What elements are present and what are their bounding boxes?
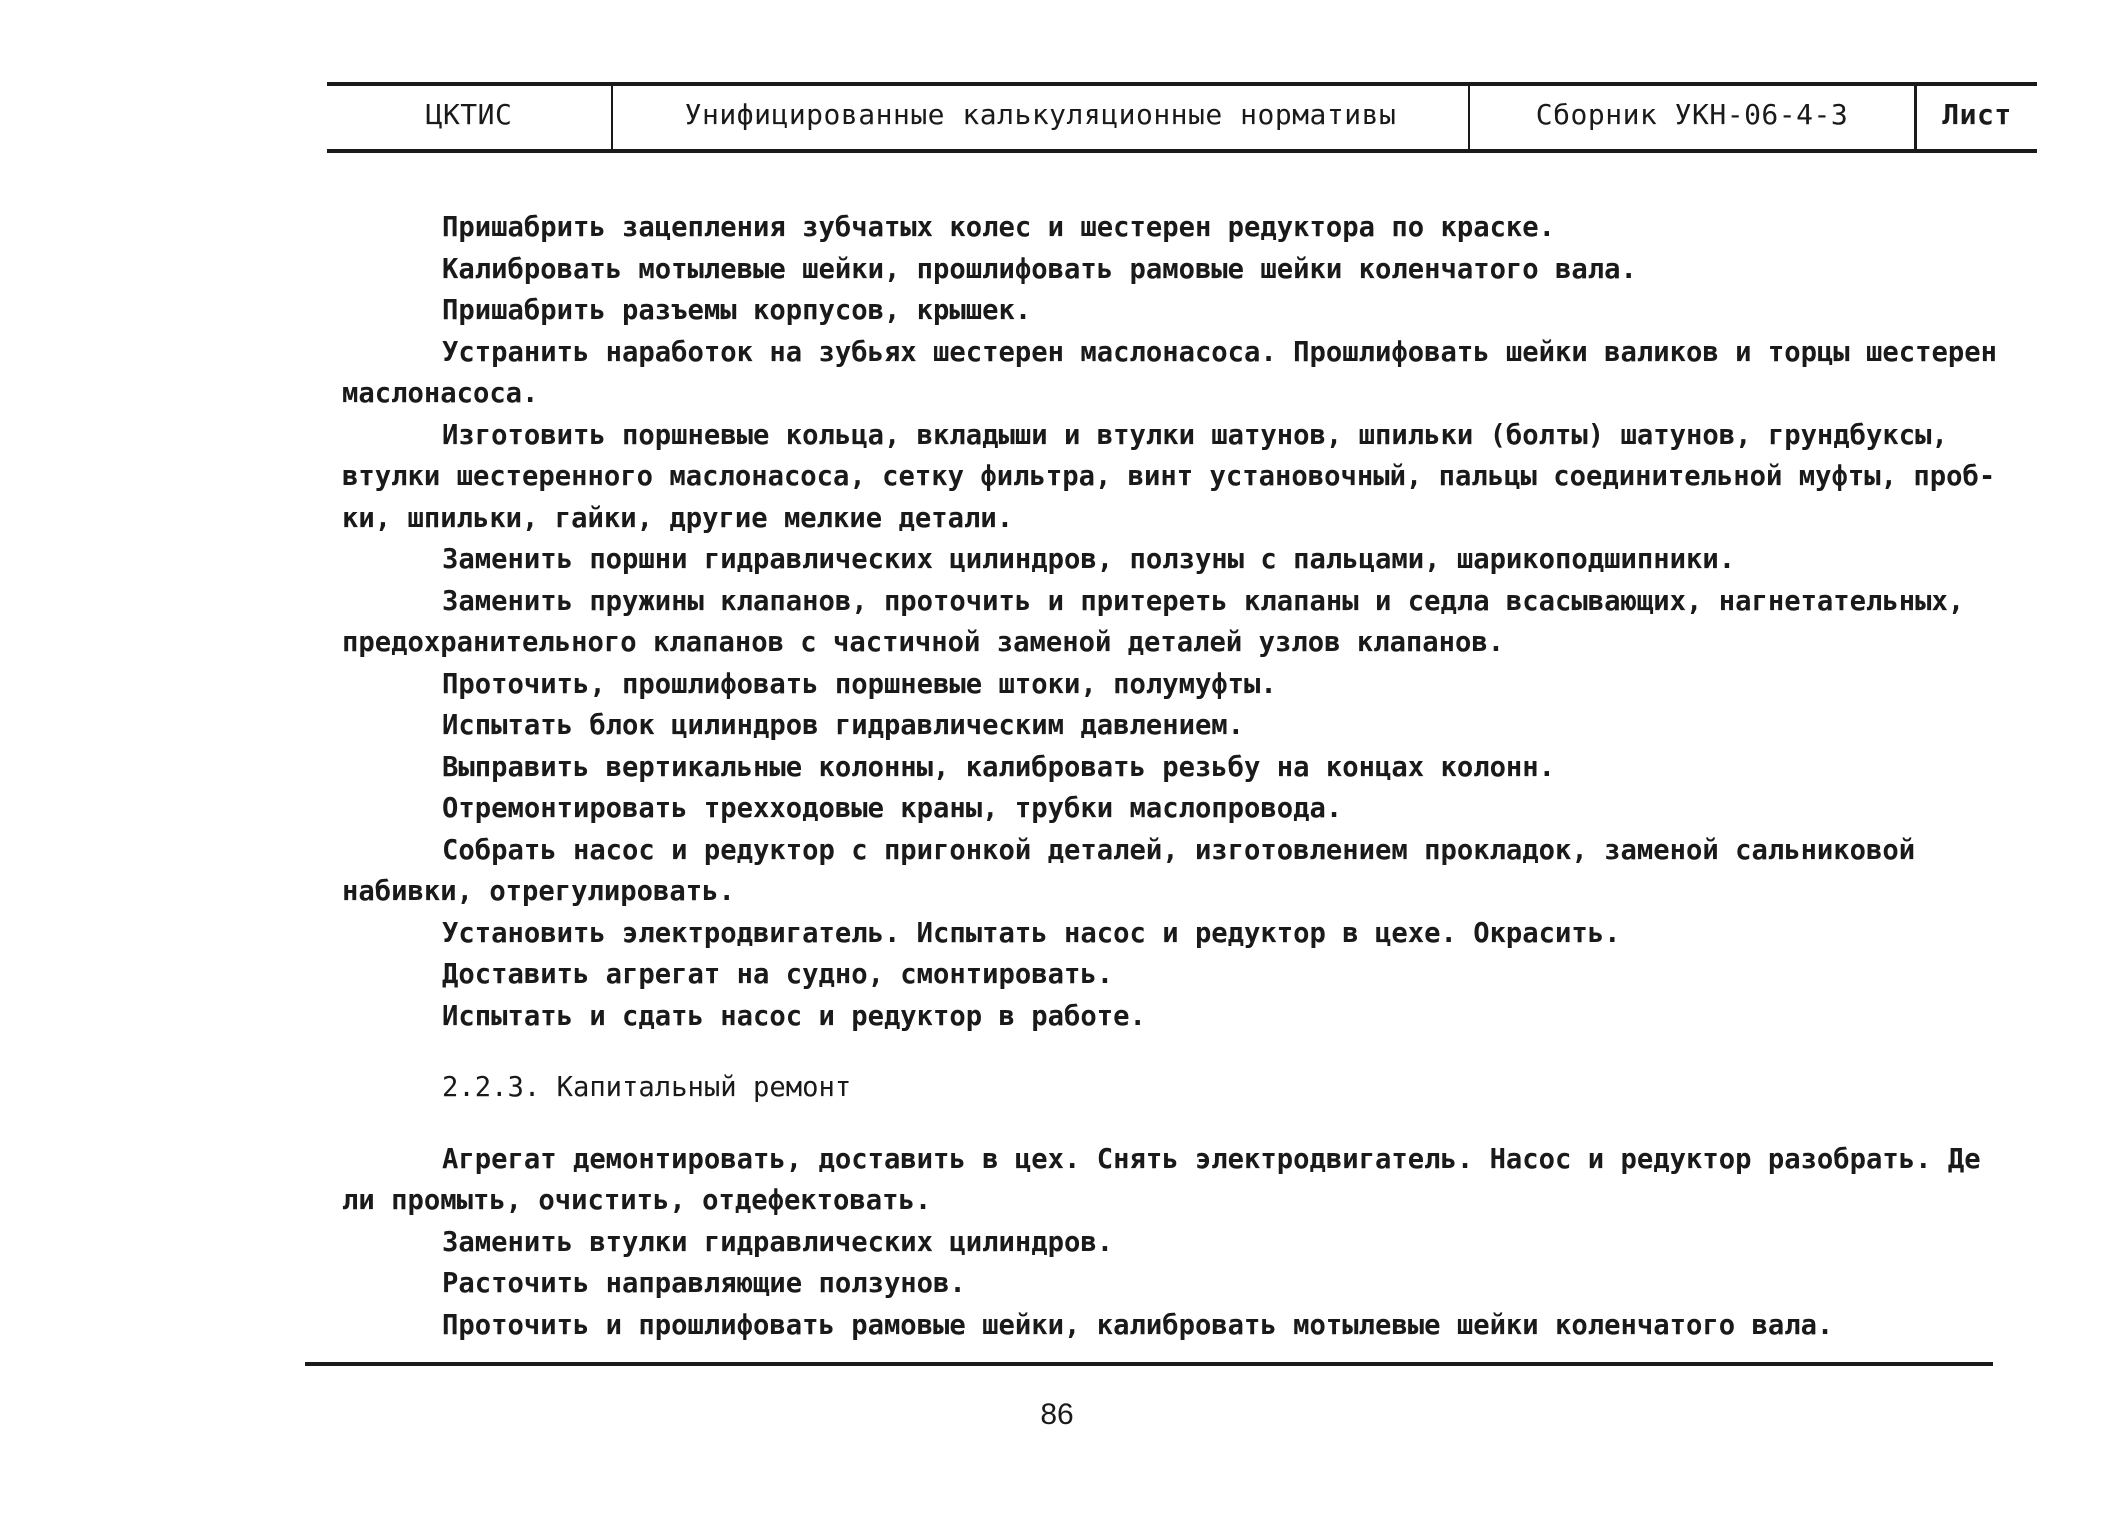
text-line: Заменить пружины клапанов, проточить и притереть клапаны и седла всасывающих, нагнетательных, [442,585,1965,617]
text-line: Расточить направляющие ползунов. [442,1268,966,1299]
text-line: Пришабрить разъемы корпусов, крышек. [442,295,1032,326]
text-line: Испытать и сдать насос и редуктор в работе. [442,1000,1146,1032]
text-line: Отремонтировать трехходовые краны, трубки маслопровода. [442,793,1343,824]
text-line: Заменить втулки гидравлических цилиндров. [442,1226,1114,1258]
text-line: Изготовить поршневые кольца, вкладыши и втулки шатунов, шпильки (болты) шатунов, грундбуксы, [442,419,1948,451]
section-heading: 2.2.3. Капитальный ремонт [442,1072,852,1103]
text-line: Испытать блок цилиндров гидравлическим давлением. [442,710,1245,741]
text-line: Выправить вертикальные колонны, калибровать резьбу на концах колонн. [442,751,1556,783]
page-header [327,86,2037,149]
text-line: втулки шестеренного маслонасоса, сетку фильтра, винт установочный, пальцы соединительной муфты, проб- [342,461,1996,492]
text-line: Агрегат демонтировать, доставить в цех. Снять электродвигатель. Насос и редуктор разобрать. Де [442,1143,1981,1175]
text-line: маслонасоса. [342,378,539,409]
header-title: Унифицированные калькуляционные нормативы [611,86,1468,149]
header-sheet-label: Лист [1914,86,2037,149]
text-line: Проточить, прошлифовать поршневые штоки, полумуфты. [442,668,1277,700]
text-line: набивки, отрегулировать. [342,876,735,907]
text-line: Устранить наработок на зубьях шестерен маслонасоса. Прошлифовать шейки валиков и торцы шестерен [442,336,1997,368]
text-line: Пришабрить зацепления зубчатых колес и шестерен редуктора по краске. [442,212,1556,243]
text-line: ли промыть, очистить, отдефектовать. [342,1185,932,1216]
text-line: предохранительного клапанов с частичной заменой деталей узлов клапанов. [342,627,1505,658]
text-line: Заменить поршни гидравлических цилиндров, ползуны с пальцами, шарикоподшипники. [442,544,1736,575]
footer-rule [305,1362,1993,1366]
text-line: Установить электродвигатель. Испытать насос и редуктор в цехе. Окрасить. [442,917,1621,949]
header-bottom-rule [327,149,2037,153]
text-line: ки, шпильки, гайки, другие мелкие детали. [342,502,1014,534]
body-text [342,207,2044,1346]
text-line: Собрать насос и редуктор с пригонкой деталей, изготовлением прокладок, заменой сальниковой [442,834,1916,866]
page-number: 86 [1040,1398,1074,1431]
header-org: ЦКТИС [425,98,513,131]
text-line: Доставить агрегат на судно, смонтировать. [442,959,1114,990]
header-collection: Сборник УКН-06-4-3 [1468,86,1914,149]
text-line: Калибровать мотылевые шейки, прошлифовать рамовые шейки коленчатого вала. [442,253,1637,285]
text-line: Проточить и прошлифовать рамовые шейки, калибровать мотылевые шейки коленчатого вала. [442,1309,1834,1341]
